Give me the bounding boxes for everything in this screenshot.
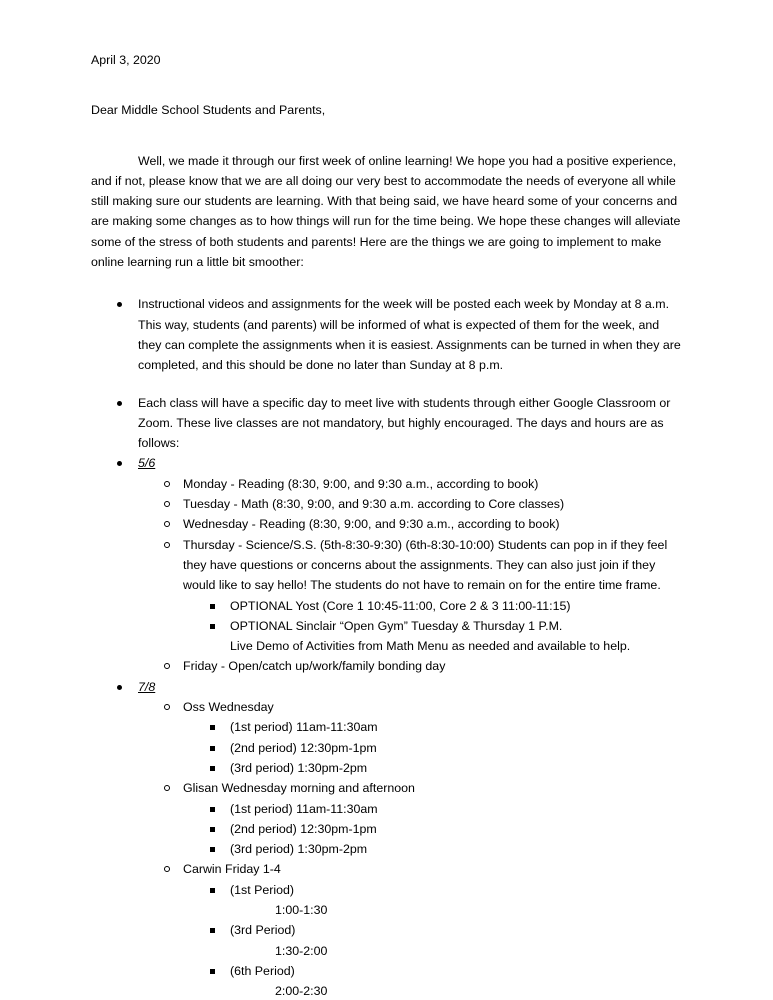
grade-7-8-teacher-list	[138, 697, 684, 1000]
thursday-optional-list	[183, 596, 684, 657]
glisan-period-2-text: (2nd period) 12:30pm-1pm	[230, 821, 377, 836]
disc-bullet-icon	[117, 302, 122, 307]
teacher-oss	[138, 697, 684, 778]
glisan-period-1	[183, 799, 684, 819]
circle-bullet-icon	[164, 866, 170, 872]
carwin-period-6-label: (6th Period)	[230, 963, 295, 978]
teacher-oss-periods	[183, 717, 684, 778]
square-bullet-icon	[210, 847, 215, 852]
teacher-carwin	[138, 859, 684, 1000]
circle-bullet-icon	[164, 542, 170, 548]
main-bullet-list	[91, 294, 684, 1000]
disc-bullet-icon	[117, 401, 122, 406]
optional-sinclair	[183, 616, 684, 657]
letter-date: April 3, 2020	[91, 53, 161, 67]
oss-period-2-text: (2nd period) 12:30pm-1pm	[230, 740, 377, 755]
square-bullet-icon	[210, 624, 215, 629]
circle-bullet-icon	[164, 501, 170, 507]
glisan-period-1-text: (1st period) 11am-11:30am	[230, 801, 378, 816]
teacher-carwin-name: Carwin Friday 1-4	[183, 862, 281, 877]
carwin-period-3-label: (3rd Period)	[230, 923, 296, 938]
circle-bullet-icon	[164, 481, 170, 487]
square-bullet-icon	[210, 604, 215, 609]
teacher-glisan-periods	[183, 799, 684, 860]
carwin-period-1-time: 1:00-1:30	[275, 902, 328, 917]
bullet-live-classes-text: Each class will have a specific day to meet live with students through either Google Classroom or Zoom. These live classes are not mandatory, but highly encouraged. The days and hours are as follows:	[138, 395, 671, 451]
teacher-carwin-periods	[183, 920, 684, 940]
day-wednesday	[138, 514, 684, 534]
circle-bullet-icon	[164, 663, 170, 669]
square-bullet-icon	[210, 746, 215, 751]
square-bullet-icon	[210, 888, 215, 893]
teacher-glisan	[138, 778, 684, 859]
optional-sinclair-note: Live Demo of Activities from Math Menu as needed and available to help.	[230, 639, 631, 654]
carwin-period-6-time: 2:00-2:30	[275, 984, 328, 999]
bullet-assignments	[91, 294, 684, 375]
day-thursday	[138, 535, 684, 657]
oss-period-3	[183, 758, 684, 778]
circle-bullet-icon	[164, 785, 170, 791]
oss-period-2	[183, 738, 684, 758]
day-tuesday-text: Tuesday - Math (8:30, 9:00, and 9:30 a.m. according to Core classes)	[183, 497, 565, 512]
carwin-period-1	[183, 880, 684, 900]
circle-bullet-icon	[164, 704, 170, 710]
disc-bullet-icon	[117, 461, 122, 466]
bullet-grade-7-8	[91, 677, 684, 1000]
carwin-period-3-time: 1:30-2:00	[275, 943, 328, 958]
teacher-oss-name: Oss Wednesday	[183, 700, 274, 715]
glisan-period-2	[183, 819, 684, 839]
day-wednesday-text: Wednesday - Reading (8:30, 9:00, and 9:30 a.m., according to book)	[183, 517, 560, 532]
square-bullet-icon	[210, 766, 215, 771]
carwin-period-3	[183, 920, 684, 940]
day-monday-text: Monday - Reading (8:30, 9:00, and 9:30 a.m., according to book)	[183, 476, 539, 491]
oss-period-3-text: (3rd period) 1:30pm-2pm	[230, 760, 368, 775]
day-thursday-text: Thursday - Science/S.S. (5th-8:30-9:30) (6th-8:30-10:00) Students can pop in if they feel they have questions or concerns about the assignments. They can also just join if they would like to say hello! The students do not have to remain on for the entire time frame.	[183, 537, 668, 593]
letter-body	[91, 50, 684, 1000]
bullet-assignments-text: Instructional videos and assignments for the week will be posted each week by Monday at 8 a.m. This way, students (and parents) will be informed of what is expected of them for the week, and they can complete the assignments when it is easiest. Assignments can be turned in when they are completed, and this should be done no later than Sunday at 8 p.m.	[138, 297, 681, 373]
square-bullet-icon	[210, 969, 215, 974]
disc-bullet-icon	[117, 685, 122, 690]
intro-paragraph: Well, we made it through our first week of online learning! We hope you had a positive experience, and if not, please know that we are all doing our very best to accommodate the needs of everyone all while still making sure our students are learning. With that being said, we have heard some of your concerns and are making some changes as to how things will run for the time being. We hope these changes will alleviate some of the stress of both students and parents! Here are the things we are going to implement to make online learning run a little bit smoother:	[91, 153, 681, 270]
glisan-period-3-text: (3rd period) 1:30pm-2pm	[230, 842, 368, 857]
letter-salutation: Dear Middle School Students and Parents,	[91, 103, 326, 118]
teacher-carwin-periods	[183, 961, 684, 981]
grade-5-6-day-list	[138, 474, 684, 677]
oss-period-1	[183, 717, 684, 737]
optional-yost-text: OPTIONAL Yost (Core 1 10:45-11:00, Core 2 & 3 11:00-11:15)	[230, 598, 571, 613]
square-bullet-icon	[210, 827, 215, 832]
circle-bullet-icon	[164, 521, 170, 527]
optional-yost	[183, 596, 684, 616]
day-friday	[138, 656, 684, 676]
glisan-period-3	[183, 839, 684, 859]
day-friday-text: Friday - Open/catch up/work/family bonding day	[183, 659, 446, 674]
teacher-carwin-periods	[183, 880, 684, 900]
carwin-period-1-label: (1st Period)	[230, 882, 295, 897]
carwin-period-6	[183, 961, 684, 981]
square-bullet-icon	[210, 928, 215, 933]
teacher-glisan-name: Glisan Wednesday morning and afternoon	[183, 781, 415, 796]
day-monday	[138, 474, 684, 494]
square-bullet-icon	[210, 807, 215, 812]
square-bullet-icon	[210, 725, 215, 730]
grade-5-6-label: 5/6	[138, 456, 156, 471]
grade-7-8-label: 7/8	[138, 679, 156, 694]
bullet-grade-5-6	[91, 453, 684, 676]
oss-period-1-text: (1st period) 11am-11:30am	[230, 720, 378, 735]
optional-sinclair-text: OPTIONAL Sinclair “Open Gym” Tuesday & Thursday 1 P.M.	[230, 618, 563, 633]
bullet-live-classes	[91, 393, 684, 454]
day-tuesday	[138, 494, 684, 514]
